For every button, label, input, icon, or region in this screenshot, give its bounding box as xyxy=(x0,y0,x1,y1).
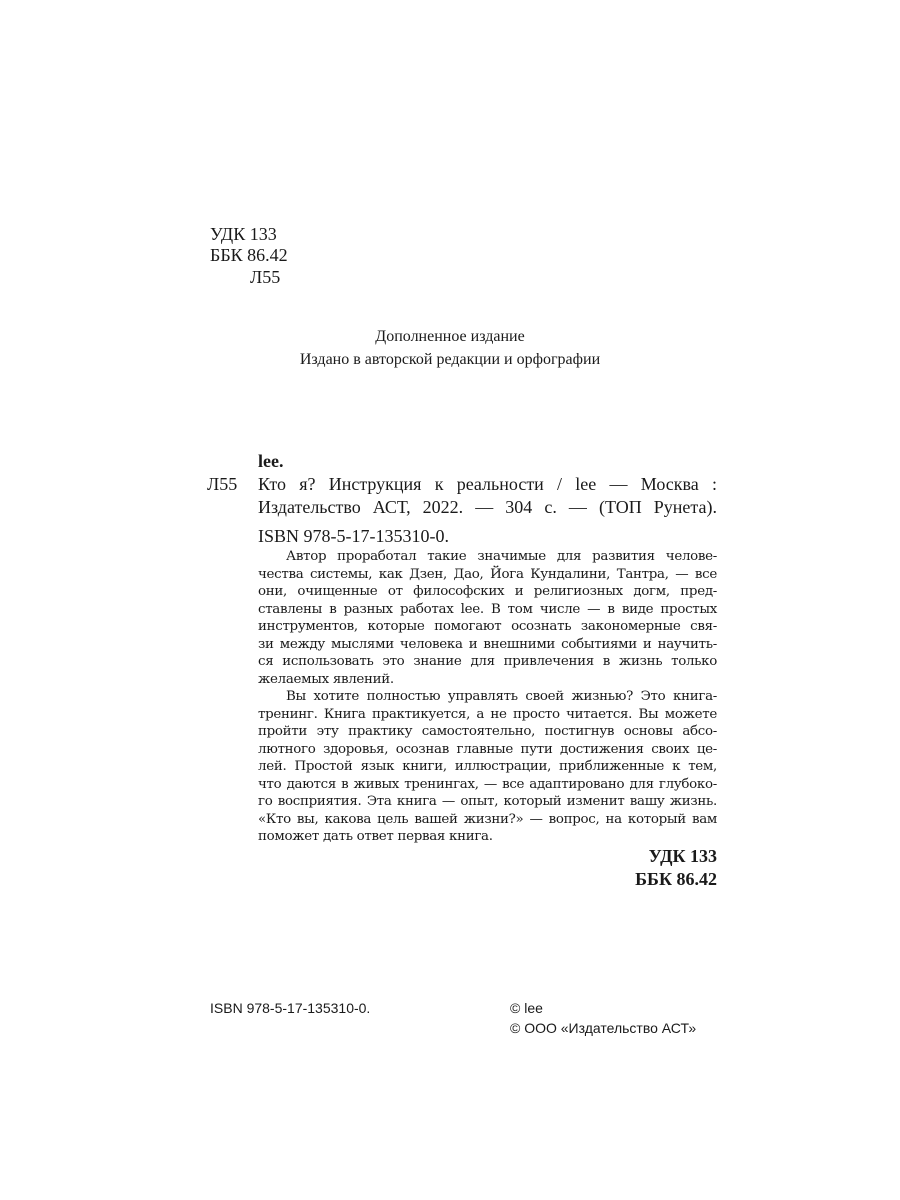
catalog-author: lee. xyxy=(258,451,284,471)
annotation-line: пройти эту практику самостоятельно, постигнув основы абсо- xyxy=(258,724,717,739)
annotation-line: желаемых явлений. xyxy=(258,671,394,687)
edition-note-2: Издано в авторской редакции и орфографии xyxy=(299,351,601,368)
annotation-line: лютного здоровья, осознав главные пути достижения своих це- xyxy=(258,741,717,757)
annotation-line: они, очищенные от философских и религиозных догм, пред- xyxy=(258,584,717,599)
catalog-author-mark: Л55 xyxy=(207,474,238,494)
annotation-line: лей. Простой язык книги, иллюстрации, приближенные к тем, xyxy=(258,759,717,774)
annotation-line: зи между мыслями человека и внешними событиями и научить- xyxy=(258,636,717,652)
annotation-line: ставлены в разных работах lee. В том числе — в виде простых xyxy=(258,601,717,617)
bbk-code: ББК 86.42 xyxy=(210,245,288,265)
annotation-line: ся использовать это знание для привлечения в жизнь только xyxy=(258,654,717,669)
copyright-author: © lee xyxy=(510,1000,543,1016)
annotation-line: Автор проработал такие значимые для развития челове- xyxy=(286,549,717,564)
edition-note: Дополненное издание xyxy=(375,328,525,345)
annotation-line: инструментов, которые помогают осознать закономерные свя- xyxy=(258,619,717,634)
annotation-line: что даются в живых тренингах, — все адаптировано для глубоко- xyxy=(258,776,717,792)
annotation-line: поможет дать ответ первая книга. xyxy=(258,829,493,844)
footer-isbn: ISBN 978-5-17-135310-0. xyxy=(210,1000,371,1016)
annotation-line: тренинг. Книга практикуется, а не просто читается. Вы можете xyxy=(258,706,717,722)
catalog-title-line: Кто я? Инструкция к реальности / lee — Москва : xyxy=(258,474,717,494)
bottom-bbk-code: ББК 86.42 xyxy=(635,869,717,889)
udk-code: УДК 133 xyxy=(210,224,277,244)
annotation-line: «Кто вы, какова цель вашей жизни?» — вопрос, на который вам xyxy=(258,811,717,827)
copyright-publisher: © ООО «Издательство АСТ» xyxy=(510,1020,697,1036)
annotation xyxy=(258,548,717,846)
annotation-line: го восприятия. Эта книга — опыт, который изменит вашу жизнь. xyxy=(258,794,717,809)
catalog-isbn: ISBN 978-5-17-135310-0. xyxy=(258,526,449,546)
catalog-title-line: Издательство АСТ, 2022. — 304 с. — (ТОП Рунета). xyxy=(258,497,717,517)
annotation-line: Вы хотите полностью управлять своей жизнью? Это книга- xyxy=(286,689,717,704)
author-mark: Л55 xyxy=(250,267,281,287)
annotation-line: чества системы, как Дзен, Дао, Йога Кундалини, Тантра, — все xyxy=(258,566,717,582)
bottom-udk-code: УДК 133 xyxy=(648,846,717,866)
